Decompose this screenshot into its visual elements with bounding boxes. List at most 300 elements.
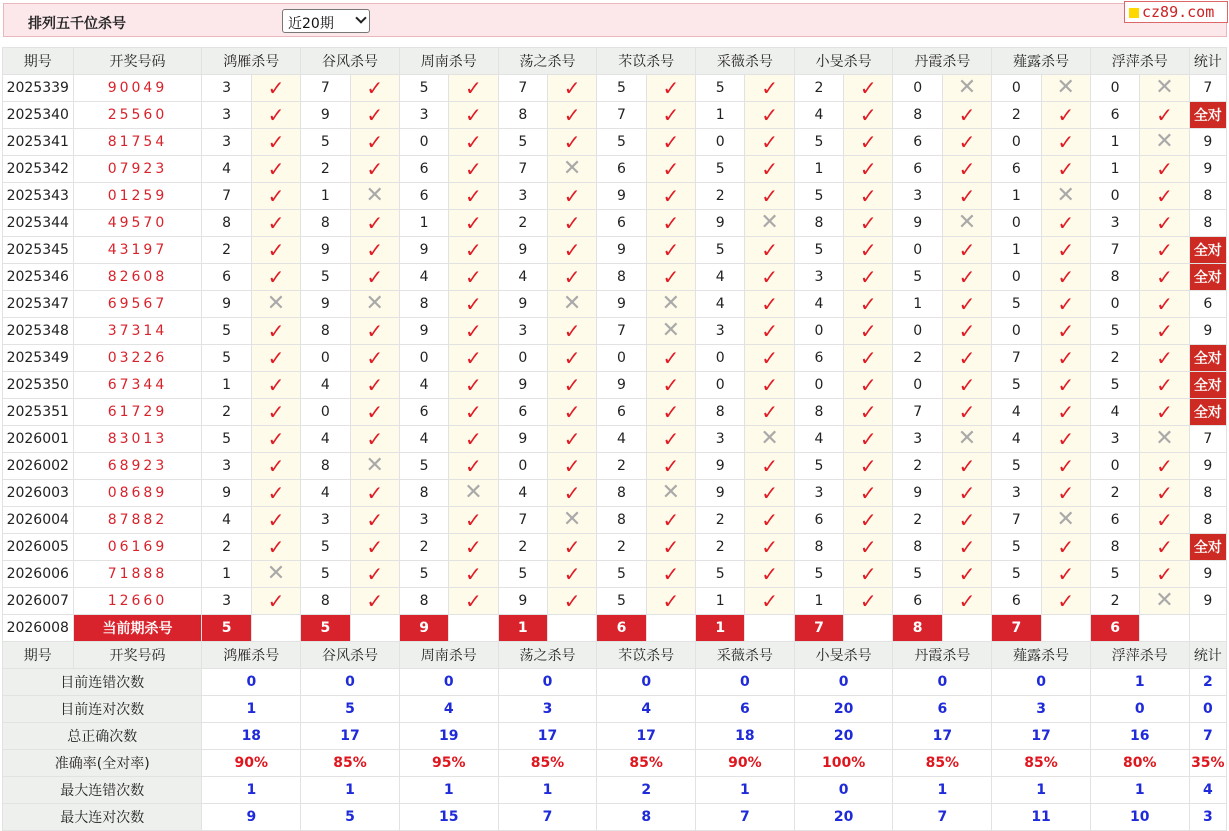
period-cell: 2025351 [3, 399, 74, 426]
cross-icon: ✕ [266, 561, 286, 586]
kill-number-cell: 5 [992, 453, 1041, 480]
result-mark-cell [1140, 480, 1189, 507]
result-mark-cell [745, 102, 794, 129]
result-mark-cell [350, 399, 399, 426]
check-icon: ✓ [662, 426, 680, 451]
check-icon: ✓ [465, 210, 482, 235]
check-icon: ✓ [267, 183, 285, 208]
result-mark-cell [547, 318, 596, 345]
kill-number-cell: 5 [794, 183, 843, 210]
result-mark-cell [646, 237, 695, 264]
check-icon: ✓ [958, 480, 976, 505]
check-icon: ✓ [267, 534, 285, 559]
check-icon: ✓ [563, 102, 581, 127]
check-icon: ✓ [859, 237, 877, 262]
summary-value: 17 [301, 723, 400, 750]
check-icon: ✓ [465, 183, 482, 208]
draw-number-cell: 81754 [73, 129, 202, 156]
check-icon: ✓ [761, 156, 778, 181]
result-mark-cell [350, 426, 399, 453]
result-mark-cell [251, 183, 300, 210]
result-mark-cell [942, 453, 991, 480]
result-mark-cell [942, 480, 991, 507]
result-mark-cell [1140, 264, 1189, 291]
check-icon: ✓ [859, 156, 877, 181]
result-mark-cell [251, 426, 300, 453]
result-mark-cell [844, 507, 893, 534]
summary-value: 1 [498, 777, 597, 804]
kill-number-cell: 3 [202, 129, 251, 156]
result-mark-cell [745, 588, 794, 615]
kill-number-cell: 5 [202, 345, 251, 372]
result-mark-cell [844, 129, 893, 156]
check-icon: ✓ [662, 237, 680, 262]
period-range-select[interactable] [282, 9, 370, 33]
current-kill-number: 7 [794, 615, 843, 642]
kill-number-cell: 6 [992, 588, 1041, 615]
kill-number-cell: 7 [498, 507, 547, 534]
result-mark-cell [350, 318, 399, 345]
result-mark-cell [1041, 318, 1090, 345]
col-header-period: 期号 [3, 48, 74, 75]
table-row [3, 264, 1227, 291]
check-icon: ✓ [267, 426, 285, 451]
check-icon: ✓ [267, 102, 285, 127]
result-mark-cell [350, 102, 399, 129]
summary-value: 18 [202, 723, 301, 750]
kill-number-cell: 5 [696, 561, 745, 588]
current-kill-blank [1140, 615, 1189, 642]
result-mark-cell [350, 453, 399, 480]
result-mark-cell [1041, 291, 1090, 318]
kill-number-cell: 5 [992, 291, 1041, 318]
result-mark-cell [1041, 102, 1090, 129]
result-mark-cell [646, 264, 695, 291]
check-icon: ✓ [366, 102, 384, 127]
check-icon: ✓ [465, 291, 482, 316]
result-mark-cell [251, 129, 300, 156]
result-mark-cell [449, 345, 498, 372]
kill-number-cell: 9 [498, 588, 547, 615]
cross-icon: ✕ [760, 210, 779, 235]
result-mark-cell [646, 372, 695, 399]
col-header-expert: 谷风杀号 [301, 642, 400, 669]
col-header-draw: 开奖号码 [73, 642, 202, 669]
kill-number-cell: 5 [696, 75, 745, 102]
kill-number-cell: 0 [794, 372, 843, 399]
summary-value: 85% [301, 750, 400, 777]
current-kill-number: 5 [301, 615, 350, 642]
result-mark-cell [547, 399, 596, 426]
check-icon: ✓ [563, 453, 581, 478]
result-mark-cell [350, 507, 399, 534]
summary-value: 0 [794, 669, 893, 696]
check-icon: ✓ [1057, 426, 1075, 451]
summary-value: 0 [893, 669, 992, 696]
check-icon: ✓ [859, 588, 877, 613]
result-mark-cell [1041, 453, 1090, 480]
check-icon: ✓ [267, 480, 285, 505]
kill-number-cell: 0 [498, 345, 547, 372]
summary-value: 85% [498, 750, 597, 777]
check-icon: ✓ [465, 507, 482, 532]
summary-value: 20 [794, 696, 893, 723]
check-icon: ✓ [1057, 129, 1075, 154]
current-kill-blank [942, 615, 991, 642]
draw-number-cell: 68923 [73, 453, 202, 480]
kill-number-cell: 7 [597, 102, 646, 129]
result-mark-cell [449, 426, 498, 453]
kill-number-cell: 1 [893, 291, 942, 318]
check-icon: ✓ [958, 399, 976, 424]
check-icon: ✓ [1156, 480, 1173, 505]
result-mark-cell [942, 291, 991, 318]
check-icon: ✓ [958, 183, 976, 208]
summary-value: 0 [301, 669, 400, 696]
cross-icon: ✕ [957, 426, 977, 451]
kill-number-cell: 7 [893, 399, 942, 426]
top-bar [3, 3, 1227, 37]
kill-number-cell: 8 [301, 210, 350, 237]
result-mark-cell [844, 345, 893, 372]
check-icon: ✓ [662, 75, 680, 100]
current-kill-blank [745, 615, 794, 642]
result-mark-cell [1140, 345, 1189, 372]
check-icon: ✓ [366, 264, 384, 289]
summary-row [3, 777, 1227, 804]
summary-value: 17 [992, 723, 1091, 750]
current-kill-blank [646, 615, 695, 642]
result-mark-cell [251, 480, 300, 507]
site-logo[interactable] [1124, 1, 1228, 23]
kill-number-cell: 4 [301, 372, 350, 399]
result-mark-cell [844, 264, 893, 291]
kill-number-cell: 4 [992, 399, 1041, 426]
kill-number-cell: 1 [992, 237, 1041, 264]
check-icon: ✓ [1057, 480, 1075, 505]
check-icon: ✓ [958, 318, 976, 343]
kill-number-cell: 2 [498, 534, 547, 561]
kill-number-cell: 7 [498, 75, 547, 102]
check-icon: ✓ [1057, 318, 1075, 343]
result-mark-cell [745, 399, 794, 426]
check-icon: ✓ [662, 264, 680, 289]
check-icon: ✓ [1057, 372, 1075, 397]
stat-cell: 7 [1189, 75, 1226, 102]
table-row [3, 129, 1227, 156]
check-icon: ✓ [761, 507, 778, 532]
kill-number-cell: 5 [893, 561, 942, 588]
kill-number-cell: 0 [992, 210, 1041, 237]
result-mark-cell [350, 264, 399, 291]
kill-number-cell: 4 [597, 426, 646, 453]
table-row [3, 345, 1227, 372]
check-icon: ✓ [563, 264, 581, 289]
draw-number-cell: 06169 [73, 534, 202, 561]
kill-number-cell: 0 [696, 129, 745, 156]
result-mark-cell [745, 372, 794, 399]
check-icon: ✓ [662, 156, 680, 181]
result-mark-cell [1041, 237, 1090, 264]
check-icon: ✓ [465, 102, 482, 127]
period-cell: 2025345 [3, 237, 74, 264]
cross-icon: ✕ [661, 291, 681, 316]
summary-value: 90% [696, 750, 795, 777]
stat-cell: 全对 [1189, 534, 1226, 561]
kill-number-cell: 6 [992, 156, 1041, 183]
col-header-period: 期号 [3, 642, 74, 669]
kill-number-cell: 0 [399, 129, 448, 156]
kill-number-cell: 0 [992, 75, 1041, 102]
result-mark-cell [646, 426, 695, 453]
kill-number-cell: 4 [794, 426, 843, 453]
summary-value: 2 [597, 777, 696, 804]
kill-number-cell: 3 [696, 426, 745, 453]
check-icon: ✓ [1156, 561, 1173, 586]
check-icon: ✓ [958, 291, 976, 316]
result-mark-cell [350, 291, 399, 318]
summary-value: 100% [794, 750, 893, 777]
current-kill-number: 6 [1090, 615, 1139, 642]
summary-value: 7 [498, 804, 597, 831]
kill-number-cell: 3 [498, 183, 547, 210]
kill-number-cell: 5 [301, 561, 350, 588]
summary-value: 1 [399, 777, 498, 804]
result-mark-cell [1041, 399, 1090, 426]
kill-number-cell: 7 [597, 318, 646, 345]
result-mark-cell [1140, 210, 1189, 237]
col-header-expert: 薤露杀号 [992, 642, 1091, 669]
period-cell: 2025343 [3, 183, 74, 210]
check-icon: ✓ [859, 534, 877, 559]
kill-number-cell: 4 [794, 102, 843, 129]
result-mark-cell [350, 561, 399, 588]
kill-number-cell: 8 [597, 507, 646, 534]
result-mark-cell [449, 183, 498, 210]
kill-number-cell: 8 [301, 453, 350, 480]
check-icon: ✓ [859, 399, 877, 424]
check-icon: ✓ [465, 399, 482, 424]
kill-number-cell: 9 [696, 453, 745, 480]
kill-number-cell: 6 [1090, 507, 1139, 534]
kill-number-cell: 5 [992, 561, 1041, 588]
check-icon: ✓ [563, 480, 581, 505]
result-mark-cell [547, 345, 596, 372]
table-row [3, 453, 1227, 480]
kill-number-cell: 8 [893, 534, 942, 561]
kill-number-cell: 1 [696, 588, 745, 615]
kill-number-cell: 5 [399, 453, 448, 480]
kill-number-cell: 2 [202, 399, 251, 426]
result-mark-cell [844, 588, 893, 615]
kill-number-cell: 9 [301, 237, 350, 264]
kill-number-cell: 6 [399, 156, 448, 183]
kill-number-cell: 6 [794, 507, 843, 534]
check-icon: ✓ [366, 75, 384, 100]
current-kill-number: 9 [399, 615, 448, 642]
result-mark-cell [350, 480, 399, 507]
kill-number-cell: 5 [893, 264, 942, 291]
summary-stat: 4 [1189, 777, 1226, 804]
check-icon: ✓ [366, 588, 384, 613]
kill-number-cell: 5 [1090, 318, 1139, 345]
summary-value: 3 [992, 696, 1091, 723]
kill-number-cell: 2 [597, 453, 646, 480]
check-icon: ✓ [1156, 264, 1173, 289]
result-mark-cell [449, 291, 498, 318]
check-icon: ✓ [859, 129, 877, 154]
result-mark-cell [745, 129, 794, 156]
kill-number-cell: 5 [794, 561, 843, 588]
check-icon: ✓ [563, 183, 581, 208]
result-mark-cell [646, 102, 695, 129]
check-icon: ✓ [662, 534, 680, 559]
result-mark-cell [1140, 534, 1189, 561]
kill-number-cell: 1 [794, 588, 843, 615]
result-mark-cell [449, 561, 498, 588]
cross-icon: ✕ [661, 480, 681, 505]
period-cell: 2025350 [3, 372, 74, 399]
kill-number-cell: 2 [301, 156, 350, 183]
result-mark-cell [251, 210, 300, 237]
check-icon: ✓ [563, 588, 581, 613]
result-mark-cell [745, 480, 794, 507]
result-mark-cell [942, 534, 991, 561]
result-mark-cell [449, 75, 498, 102]
kill-number-cell: 8 [794, 534, 843, 561]
kill-number-cell: 8 [1090, 534, 1139, 561]
check-icon: ✓ [366, 129, 384, 154]
result-mark-cell [745, 210, 794, 237]
result-mark-cell [844, 453, 893, 480]
result-mark-cell [1140, 129, 1189, 156]
check-icon: ✓ [366, 156, 384, 181]
result-mark-cell [844, 237, 893, 264]
result-mark-cell [1140, 75, 1189, 102]
summary-row [3, 750, 1227, 777]
summary-value: 1 [1090, 777, 1189, 804]
result-mark-cell [251, 372, 300, 399]
result-mark-cell [844, 183, 893, 210]
current-kill-number: 6 [597, 615, 646, 642]
kill-number-cell: 5 [794, 453, 843, 480]
kill-number-cell: 6 [1090, 102, 1139, 129]
kill-number-cell: 3 [202, 588, 251, 615]
summary-value: 11 [992, 804, 1091, 831]
kill-number-cell: 1 [399, 210, 448, 237]
result-mark-cell [1140, 561, 1189, 588]
kill-number-cell: 3 [202, 102, 251, 129]
check-icon: ✓ [465, 426, 482, 451]
result-mark-cell [1041, 480, 1090, 507]
kill-number-cell: 8 [498, 102, 547, 129]
kill-number-cell: 5 [696, 237, 745, 264]
check-icon: ✓ [1156, 291, 1173, 316]
cross-icon: ✕ [464, 480, 483, 505]
summary-value: 0 [1090, 696, 1189, 723]
result-mark-cell [646, 453, 695, 480]
check-icon: ✓ [1156, 156, 1173, 181]
kill-number-cell: 0 [1090, 183, 1139, 210]
kill-number-cell: 6 [498, 399, 547, 426]
check-icon: ✓ [465, 588, 482, 613]
check-icon: ✓ [1057, 210, 1075, 235]
current-period-cell: 2026008 [3, 615, 74, 642]
result-mark-cell [350, 75, 399, 102]
stat-cell: 8 [1189, 210, 1226, 237]
summary-value: 19 [399, 723, 498, 750]
summary-value: 20 [794, 804, 893, 831]
result-mark-cell [942, 426, 991, 453]
result-mark-cell [547, 480, 596, 507]
kill-number-cell: 3 [794, 264, 843, 291]
result-mark-cell [251, 75, 300, 102]
check-icon: ✓ [465, 561, 482, 586]
kill-number-cell: 0 [498, 453, 547, 480]
kill-number-cell: 1 [992, 183, 1041, 210]
table-row [3, 183, 1227, 210]
result-mark-cell [844, 75, 893, 102]
check-icon: ✓ [1156, 237, 1173, 262]
check-icon: ✓ [366, 237, 384, 262]
check-icon: ✓ [366, 480, 384, 505]
check-icon: ✓ [1057, 102, 1075, 127]
draw-number-cell: 71888 [73, 561, 202, 588]
result-mark-cell [350, 345, 399, 372]
result-mark-cell [844, 156, 893, 183]
result-mark-cell [942, 588, 991, 615]
kill-number-cell: 3 [696, 318, 745, 345]
period-cell: 2025344 [3, 210, 74, 237]
stat-cell: 全对 [1189, 399, 1226, 426]
check-icon: ✓ [761, 399, 778, 424]
cross-icon: ✕ [1155, 75, 1174, 100]
result-mark-cell [646, 183, 695, 210]
period-cell: 2025341 [3, 129, 74, 156]
check-icon: ✓ [761, 480, 778, 505]
result-mark-cell [844, 480, 893, 507]
check-icon: ✓ [1156, 345, 1173, 370]
kill-number-table [2, 47, 1227, 831]
check-icon: ✓ [563, 561, 581, 586]
check-icon: ✓ [958, 237, 976, 262]
result-mark-cell [745, 507, 794, 534]
check-icon: ✓ [859, 507, 877, 532]
kill-number-cell: 1 [696, 102, 745, 129]
summary-value: 1 [1090, 669, 1189, 696]
col-header-expert: 谷风杀号 [301, 48, 400, 75]
check-icon: ✓ [267, 588, 285, 613]
stat-cell: 全对 [1189, 372, 1226, 399]
table-row [3, 561, 1227, 588]
summary-label: 总正确次数 [3, 723, 202, 750]
kill-number-cell: 2 [893, 345, 942, 372]
check-icon: ✓ [465, 318, 482, 343]
kill-number-cell: 6 [597, 399, 646, 426]
check-icon: ✓ [366, 372, 384, 397]
result-mark-cell [251, 534, 300, 561]
col-header-expert: 芣苡杀号 [597, 642, 696, 669]
check-icon: ✓ [859, 291, 877, 316]
stat-cell: 全对 [1189, 345, 1226, 372]
kill-number-cell: 0 [794, 318, 843, 345]
result-mark-cell [646, 129, 695, 156]
result-mark-cell [646, 561, 695, 588]
result-mark-cell [251, 291, 300, 318]
check-icon: ✓ [1156, 183, 1173, 208]
kill-number-cell: 6 [893, 588, 942, 615]
summary-value: 85% [597, 750, 696, 777]
